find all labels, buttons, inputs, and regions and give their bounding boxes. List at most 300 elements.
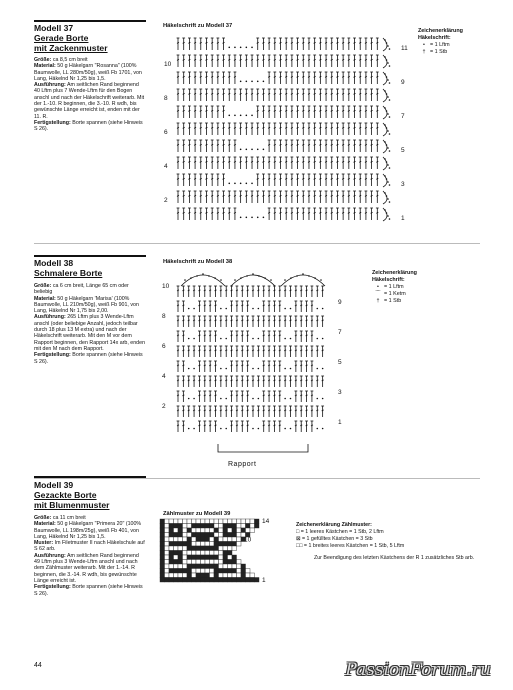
- treble-stitch: [263, 320, 265, 321]
- treble-stitch: [371, 110, 373, 111]
- treble-stitch: [300, 365, 302, 366]
- filled-box: [214, 537, 219, 542]
- filled-box: [160, 569, 165, 574]
- chain-stitch: [240, 81, 242, 83]
- treble-stitch: [371, 178, 373, 179]
- treble-stitch: [183, 178, 185, 179]
- chain-stitch: [240, 115, 242, 117]
- filled-box: [160, 537, 165, 542]
- treble-stitch: [204, 395, 206, 396]
- treble-stitch: [325, 42, 327, 43]
- filled-box: [178, 551, 183, 556]
- treble-stitch: [262, 178, 264, 179]
- filled-box: [178, 528, 183, 533]
- treble-stitch: [188, 195, 190, 196]
- chain-symbol-icon: •: [423, 42, 425, 48]
- treble-stitch: [342, 178, 344, 179]
- treble-stitch: [273, 350, 275, 351]
- treble-stitch: [231, 365, 233, 366]
- model-39-description: [34, 515, 146, 597]
- groesse-text: ca 11 cm breit: [52, 515, 86, 521]
- treble-stitch: [182, 365, 184, 366]
- filled-box: [201, 555, 206, 560]
- filled-box: [178, 555, 183, 560]
- treble-stitch: [217, 110, 219, 111]
- chain-stitch: [220, 338, 222, 340]
- treble-stitch: [319, 93, 321, 94]
- empty-box: [165, 537, 170, 542]
- treble-stitch: [205, 59, 207, 60]
- chain-stitch: [387, 113, 389, 115]
- treble-stitch: [263, 305, 265, 306]
- treble-stitch: [188, 178, 190, 179]
- treble-stitch: [336, 76, 338, 77]
- treble-stitch: [280, 212, 282, 213]
- treble-stitch: [205, 42, 207, 43]
- treble-stitch: [262, 161, 264, 162]
- empty-box: [228, 573, 233, 578]
- treble-stitch: [177, 305, 179, 306]
- treble-stitch: [247, 335, 249, 336]
- treble-stitch: [291, 161, 293, 162]
- treble-stitch: [188, 350, 190, 351]
- empty-box: [196, 569, 201, 574]
- empty-box: [214, 519, 219, 524]
- chart-37-legend: [418, 28, 463, 56]
- treble-stitch: [291, 178, 293, 179]
- chain-stitch: [389, 48, 391, 50]
- chain-stitch: [251, 115, 253, 117]
- treble-stitch: [217, 59, 219, 60]
- header-rule-37: [34, 20, 146, 22]
- empty-box: [219, 524, 224, 529]
- treble-stitch: [308, 76, 310, 77]
- treble-stitch: [177, 350, 179, 351]
- treble-stitch: [300, 380, 302, 381]
- legend-title: [296, 522, 496, 529]
- empty-box: [228, 537, 233, 542]
- chain-stitch: [389, 201, 391, 203]
- treble-stitch: [231, 305, 233, 306]
- treble-stitch: [302, 178, 304, 179]
- groesse-text: ca 6 cm breit, Länge 65 cm oder beliebig: [34, 283, 129, 296]
- treble-stitch: [325, 93, 327, 94]
- treble-stitch: [308, 59, 310, 60]
- treble-stitch: [300, 410, 302, 411]
- filled-box: [160, 519, 165, 524]
- empty-box: [210, 537, 215, 542]
- chain-stitch: [389, 218, 391, 220]
- chain-stitch: [220, 308, 222, 310]
- filled-box: [210, 578, 215, 583]
- treble-stitch: [274, 93, 276, 94]
- treble-stitch: [348, 144, 350, 145]
- treble-stitch: [234, 59, 236, 60]
- treble-stitch: [209, 320, 211, 321]
- treble-stitch: [284, 410, 286, 411]
- treble-stitch: [342, 76, 344, 77]
- filled-box: [223, 528, 228, 533]
- treble-stitch: [311, 425, 313, 426]
- treble-stitch: [209, 290, 211, 291]
- treble-stitch: [257, 127, 259, 128]
- treble-stitch: [228, 76, 230, 77]
- treble-stitch: [205, 93, 207, 94]
- filled-box: [205, 564, 210, 569]
- filled-box: [223, 555, 228, 560]
- treble-stitch: [300, 320, 302, 321]
- chain-stitch: [188, 398, 190, 400]
- chain-stitch: [290, 428, 292, 430]
- row-number: 6: [162, 343, 166, 350]
- treble-stitch: [204, 320, 206, 321]
- treble-stitch: [211, 42, 213, 43]
- treble-stitch: [354, 178, 356, 179]
- filled-box: [160, 573, 165, 578]
- treble-stitch: [314, 195, 316, 196]
- chain-stitch: [258, 275, 260, 277]
- treble-stitch: [314, 178, 316, 179]
- treble-stitch: [376, 144, 378, 145]
- filled-box: [187, 564, 192, 569]
- fertig-text: Borte spannen (siehe Hinweis S 26).: [34, 584, 143, 597]
- treble-stitch: [371, 127, 373, 128]
- empty-box: [219, 555, 224, 560]
- chain-stitch: [316, 368, 318, 370]
- treble-stitch: [311, 395, 313, 396]
- chain-stitch: [228, 47, 230, 49]
- empty-box: [165, 533, 170, 538]
- treble-stitch: [177, 144, 179, 145]
- filled-box: [223, 560, 228, 565]
- treble-stitch: [198, 425, 200, 426]
- empty-box: [192, 542, 197, 547]
- chain-stitch: [251, 81, 253, 83]
- row-number: 7: [401, 113, 405, 120]
- treble-stitch: [285, 161, 287, 162]
- treble-stitch: [204, 305, 206, 306]
- empty-box: [196, 542, 201, 547]
- filled-box: [241, 573, 246, 578]
- treble-stitch: [268, 365, 270, 366]
- treble-stitch: [376, 42, 378, 43]
- row-number: 1: [262, 577, 266, 584]
- empty-box: [237, 528, 242, 533]
- chain-stitch: [190, 277, 192, 279]
- filled-box: [160, 533, 165, 538]
- empty-box: [246, 528, 251, 533]
- treble-stitch: [215, 365, 217, 366]
- filled-box: [169, 578, 174, 583]
- chain-stitch: [252, 308, 254, 310]
- empty-box: [192, 528, 197, 533]
- chain-stitch: [316, 398, 318, 400]
- treble-stitch: [371, 161, 373, 162]
- treble-stitch: [268, 410, 270, 411]
- filled-box: [174, 524, 179, 529]
- chain-stitch: [184, 279, 186, 281]
- treble-stitch: [263, 350, 265, 351]
- treble-stitch: [183, 93, 185, 94]
- treble-stitch: [314, 93, 316, 94]
- treble-stitch: [359, 212, 361, 213]
- treble-stitch: [325, 76, 327, 77]
- filled-box: [214, 578, 219, 583]
- treble-stitch: [247, 410, 249, 411]
- chain-stitch: [386, 59, 388, 61]
- treble-stitch: [257, 320, 259, 321]
- chain-symbol-icon: •: [377, 284, 379, 290]
- filled-box: [174, 560, 179, 565]
- empty-box: [201, 519, 206, 524]
- filled-box: [169, 524, 174, 529]
- row-number: 5: [338, 359, 342, 366]
- chain-stitch: [296, 275, 298, 277]
- empty-box: [237, 573, 242, 578]
- chain-stitch: [384, 175, 386, 177]
- treble-stitch: [336, 212, 338, 213]
- empty-box: [187, 519, 192, 524]
- treble-stitch: [194, 76, 196, 77]
- row-number: 1: [338, 419, 342, 426]
- chain-stitch: [384, 39, 386, 41]
- treble-stitch: [285, 59, 287, 60]
- empty-box: [169, 573, 174, 578]
- treble-stitch: [354, 195, 356, 196]
- treble-stitch: [314, 59, 316, 60]
- treble-stitch: [311, 290, 313, 291]
- groesse-label: Größe:: [34, 515, 52, 521]
- chart-38-diagram: [160, 268, 360, 478]
- empty-box: [192, 569, 197, 574]
- empty-box: [210, 551, 215, 556]
- treble-stitch: [291, 76, 293, 77]
- filled-box: [232, 555, 237, 560]
- chain-stitch: [290, 308, 292, 310]
- page-number: 44: [34, 662, 42, 669]
- treble-stitch: [331, 195, 333, 196]
- treble-stitch: [204, 350, 206, 351]
- ausfuehrung-label: Ausführung:: [34, 82, 66, 89]
- treble-stitch: [231, 425, 233, 426]
- treble-stitch: [325, 178, 327, 179]
- empty-box: [174, 546, 179, 551]
- filled-box: [241, 564, 246, 569]
- treble-stitch: [231, 410, 233, 411]
- empty-box: [169, 564, 174, 569]
- filled-box: [214, 564, 219, 569]
- treble-stitch: [198, 380, 200, 381]
- chain-stitch: [193, 398, 195, 400]
- treble-stitch: [182, 395, 184, 396]
- empty-box-icon: □: [296, 529, 300, 535]
- treble-stitch: [177, 365, 179, 366]
- treble-stitch: [194, 144, 196, 145]
- legend-row-ketm: [372, 291, 417, 298]
- treble-stitch: [306, 335, 308, 336]
- chain-stitch: [193, 338, 195, 340]
- treble-stitch: [302, 76, 304, 77]
- treble-stitch: [336, 110, 338, 111]
- row-number: 7: [338, 329, 342, 336]
- treble-stitch: [354, 93, 356, 94]
- treble-stitch: [183, 76, 185, 77]
- treble-stitch: [365, 59, 367, 60]
- treble-stitch: [365, 195, 367, 196]
- treble-stitch: [234, 76, 236, 77]
- chain-stitch: [270, 279, 272, 281]
- model-38-subtitle1: Schmalere Borte: [34, 268, 103, 278]
- treble-stitch: [268, 110, 270, 111]
- empty-box: [228, 555, 233, 560]
- treble-stitch: [284, 350, 286, 351]
- treble-stitch: [231, 395, 233, 396]
- treble-stitch: [225, 350, 227, 351]
- treble-stitch: [241, 320, 243, 321]
- treble-stitch: [245, 161, 247, 162]
- treble-stitch: [177, 335, 179, 336]
- filled-box-icon: ⊠: [296, 536, 301, 542]
- treble-stitch: [371, 76, 373, 77]
- filled-box: [205, 537, 210, 542]
- treble-stitch: [193, 320, 195, 321]
- treble-stitch: [240, 59, 242, 60]
- legend-row-empty: [296, 529, 496, 536]
- chain-stitch: [257, 217, 259, 219]
- chain-stitch: [257, 149, 259, 151]
- empty-box: [246, 569, 251, 574]
- treble-stitch: [177, 161, 179, 162]
- filled-box: [219, 569, 224, 574]
- treble-stitch: [234, 195, 236, 196]
- chain-stitch: [252, 398, 254, 400]
- treble-stitch: [306, 320, 308, 321]
- chain-stitch: [228, 115, 230, 117]
- chain-stitch: [188, 338, 190, 340]
- empty-box: [165, 560, 170, 565]
- empty-box: [201, 551, 206, 556]
- empty-box: [219, 546, 224, 551]
- empty-box: [228, 519, 233, 524]
- treble-stitch: [316, 380, 318, 381]
- treble-stitch: [257, 350, 259, 351]
- treble-stitch: [306, 410, 308, 411]
- filled-box: [178, 578, 183, 583]
- empty-box: [183, 573, 188, 578]
- filled-box: [228, 533, 233, 538]
- treble-stitch: [194, 161, 196, 162]
- treble-stitch: [209, 350, 211, 351]
- empty-box: [228, 564, 233, 569]
- filled-box: [232, 528, 237, 533]
- treble-stitch: [183, 127, 185, 128]
- treble-stitch: [348, 195, 350, 196]
- empty-box: [232, 573, 237, 578]
- legend-title: Zeichenerklärung: [418, 28, 463, 34]
- treble-stitch: [302, 110, 304, 111]
- chain-stitch: [251, 47, 253, 49]
- treble-stitch: [284, 380, 286, 381]
- treble-stitch: [297, 59, 299, 60]
- treble-stitch: [300, 425, 302, 426]
- treble-stitch: [211, 110, 213, 111]
- treble-stitch: [274, 127, 276, 128]
- filled-box: [160, 524, 165, 529]
- filled-box: [183, 569, 188, 574]
- filled-box: [205, 533, 210, 538]
- treble-stitch: [182, 305, 184, 306]
- filled-box: [228, 560, 233, 565]
- treble-stitch: [188, 290, 190, 291]
- empty-box: [237, 564, 242, 569]
- treble-stitch: [316, 320, 318, 321]
- treble-stitch: [308, 93, 310, 94]
- chain-stitch: [225, 338, 227, 340]
- treble-stitch: [262, 195, 264, 196]
- treble-stitch: [308, 195, 310, 196]
- treble-stitch: [209, 425, 211, 426]
- treble-stitch: [311, 350, 313, 351]
- muster-text: Im Filetmuster II nach Häkelschule auf S 62 arb.: [34, 540, 145, 553]
- treble-stitch: [236, 380, 238, 381]
- chain-stitch: [387, 181, 389, 183]
- treble-stitch: [194, 93, 196, 94]
- empty-box: [219, 537, 224, 542]
- empty-box: [219, 560, 224, 565]
- row-number: 3: [338, 389, 342, 396]
- empty-box: [232, 537, 237, 542]
- empty-box: [223, 573, 228, 578]
- model-37-title: Modell 37: [34, 23, 74, 33]
- treble-stitch: [342, 59, 344, 60]
- model-39-heading: [34, 480, 109, 510]
- treble-stitch: [342, 110, 344, 111]
- treble-stitch: [204, 425, 206, 426]
- treble-stitch: [297, 144, 299, 145]
- treble-stitch: [200, 110, 202, 111]
- filled-box: [196, 573, 201, 578]
- treble-stitch: [359, 178, 361, 179]
- filled-box: [169, 533, 174, 538]
- row-number: 14: [262, 518, 270, 525]
- empty-box: [219, 528, 224, 533]
- treble-stitch: [268, 320, 270, 321]
- empty-box: [210, 528, 215, 533]
- treble-stitch: [273, 395, 275, 396]
- treble-stitch: [188, 144, 190, 145]
- treble-stitch: [209, 365, 211, 366]
- treble-stitch: [225, 290, 227, 291]
- filled-box: [160, 555, 165, 560]
- chain-stitch: [386, 178, 388, 180]
- treble-stitch: [280, 144, 282, 145]
- chain-stitch: [284, 308, 286, 310]
- chain-stitch: [196, 275, 198, 277]
- treble-stitch: [183, 144, 185, 145]
- chain-stitch: [225, 368, 227, 370]
- treble-stitch: [314, 127, 316, 128]
- empty-box: [174, 555, 179, 560]
- treble-stitch: [348, 110, 350, 111]
- treble-stitch: [236, 410, 238, 411]
- treble-stitch: [217, 178, 219, 179]
- empty-box: [192, 551, 197, 556]
- empty-box: [165, 573, 170, 578]
- treble-stitch: [322, 350, 324, 351]
- empty-box: [187, 524, 192, 529]
- chain-stitch: [252, 338, 254, 340]
- chain-stitch: [308, 275, 310, 277]
